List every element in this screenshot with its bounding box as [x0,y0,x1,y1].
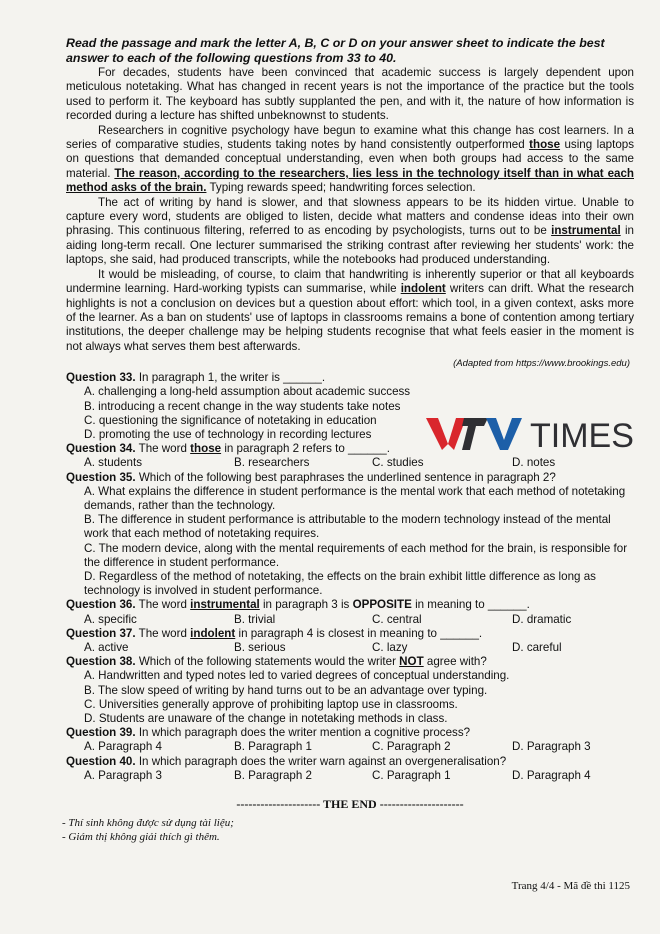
q37-options [66,641,634,655]
q38-option-d[interactable]: D. Students are unaware of the change in notetaking methods in class. [84,712,448,725]
q36-keyword: instrumental [190,598,260,612]
q36-keyword-opposite: OPPOSITE [352,598,412,612]
q39-label: Question 39. [66,726,136,740]
q34-option-b[interactable]: B. researchers [234,456,310,470]
source-citation: (Adapted from https://www.brookings.edu) [453,358,630,370]
q40-option-b[interactable]: B. Paragraph 2 [234,768,312,782]
q33-label: Question 33. [66,371,136,385]
q37-option-d[interactable]: D. careful [512,640,562,654]
q39-option-c[interactable]: C. Paragraph 2 [372,740,451,754]
q33-text: In paragraph 1, the writer is ______. [138,371,326,385]
q39-option-b[interactable]: B. Paragraph 1 [234,740,312,754]
q40-option-c[interactable]: C. Paragraph 1 [372,768,451,782]
q34-option-c[interactable]: C. studies [372,456,424,470]
q34-label: Question 34. [66,442,136,456]
keyword-those: those [529,138,561,152]
q38-text-a: Which of the following statements would the writer [138,655,400,669]
paragraph-4 [66,268,634,354]
paragraph-3 [66,196,634,268]
p2-text-c: Typing rewards speed; handwriting forces selection. [206,181,476,195]
q40-option-a[interactable]: A. Paragraph 3 [84,768,162,782]
q38-option-b[interactable]: B. The slow speed of writing by hand turns out to be an advantage over typing. [84,683,488,697]
question-35 [66,471,634,599]
p2-text-a: Researchers in cognitive psychology have begun to examine what this change has cost learners. In a series of comparative studies, students taking notes by hand consistently outperformed [66,123,634,152]
paragraph-1-text: For decades, students have been convinced that academic success is largely dependent upon meticulous notetaking. What has changed in recent years is not the importance of the practice but the tools used to perform it. The keyboard has subtly supplanted the pen, and with it, the nature of how information is recorded during a lecture has shifted unbeknownst to students. [66,66,634,123]
q37-label: Question 37. [66,626,136,640]
q35-option-a[interactable]: A. What explains the difference in student performance is the mental work that each method of notetaking demands, rather than the technology. [84,484,626,512]
q36-options [66,613,634,627]
q35-option-d[interactable]: D. Regardless of the method of notetaking, the effects on the brain exhibit little difference as long as technology is involved in student performance. [84,569,596,598]
the-end: --------------------- THE END --------------------- [236,797,464,812]
question-36 [66,598,634,626]
q37-keyword: indolent [190,626,236,640]
q36-label: Question 36. [66,598,136,612]
q39-option-d[interactable]: D. Paragraph 3 [512,740,591,754]
q35-option-b[interactable]: B. The difference in student performance is attributable to the modern technology instead of the mental work that each method of notetaking requires. [84,513,611,541]
q34-text-a: The word [138,442,191,456]
q35-label: Question 35. [66,470,136,484]
page-footer: Trang 4/4 - Mã đề thi 1125 [511,880,630,892]
note-2: - Giám thị không giải thích gì thêm. [62,831,220,844]
vtv-logo-icon [426,414,634,455]
q40-option-d[interactable]: D. Paragraph 4 [512,768,591,782]
p3-text-a: The act of writing by hand is slower, and that slowness appears to be its hidden virtue. Unable to capture every word, students are obliged to listen, decide what matters and condense ideas into their own phrasing. This continuous filtering, referred to as encoding by psychologists, turns out to be [66,195,634,238]
q38-keyword: NOT [399,655,424,669]
logo-text: TIMES [530,417,634,455]
question-39 [66,726,634,754]
q36-option-a[interactable]: A. specific [84,612,137,626]
instruction: Read the passage and mark the letter A, B, C or D on your answer sheet to indicate the best answer to each of the following questions from 33 to 40. [66,36,605,65]
keyword-instrumental: instrumental [551,224,621,238]
q34-keyword: those [190,442,222,456]
q40-options [66,769,634,783]
q37-text-a: The word [138,626,191,640]
vtv-times-logo [426,414,634,455]
exam-notes [62,816,634,844]
q36-option-d[interactable]: D. dramatic [512,612,572,626]
q33-option-d[interactable]: D. promoting the use of technology in recording lectures [84,427,372,441]
p4-text-a: It would be misleading, of course, to claim that handwriting is inherently superior or that all keyboards undermine learning. Hard-working typists can summarise, while [66,267,634,296]
q33-option-b[interactable]: B. introducing a recent change in the way students take notes [84,399,401,413]
question-40 [66,755,634,783]
q37-text-b: in paragraph 4 is closest in meaning to ______. [235,626,483,640]
paragraph-1 [66,66,634,124]
q34-options [66,456,634,470]
underlined-sentence: The reason, according to the researchers, lies less in the technology itself than in what each method asks of the brain. [66,166,634,195]
q36-option-b[interactable]: B. trivial [234,612,276,626]
p3-text-b: in aiding long-term recall. One lecturer summarised the striking contrast after reviewing her students' work: the laptops, she said, had produced transcripts, while the notebooks had produced understanding. [66,224,634,267]
q36-text-c: in meaning to ______. [411,598,530,612]
q36-option-c[interactable]: C. central [372,612,422,626]
q39-option-a[interactable]: A. Paragraph 4 [84,740,162,754]
q37-option-c[interactable]: C. lazy [372,640,408,654]
q33-option-c[interactable]: C. questioning the significance of notetaking in education [84,413,377,427]
q38-label: Question 38. [66,655,136,669]
q33-option-a[interactable]: A. challenging a long-held assumption about academic success [84,385,411,399]
q40-text: In which paragraph does the writer warn against an overgeneralisation? [138,754,507,768]
q37-option-a[interactable]: A. active [84,640,129,654]
q35-option-c[interactable]: C. The modern device, along with the mental requirements of each method for the brain, is responsible for the difference in student performance. [84,541,628,569]
q35-text: Which of the following best paraphrases the underlined sentence in paragraph 2? [138,470,556,484]
q34-text-b: in paragraph 2 refers to ______. [221,442,390,456]
q34-option-a[interactable]: A. students [84,456,143,470]
q38-option-a[interactable]: A. Handwritten and typed notes led to varied degrees of conceptual understanding. [84,669,510,683]
note-1: - Thí sinh không được sử dụng tài liệu; [62,817,234,830]
q36-text-a: The word [138,598,191,612]
q36-text-b: in paragraph 3 is [259,598,353,612]
q38-text-b: agree with? [423,655,487,669]
p2-text-b: using laptops on questions that demanded conceptual understanding, even when both groups had access to the same material. [66,138,635,180]
q40-label: Question 40. [66,754,136,768]
q39-text: In which paragraph does the writer mention a cognitive process? [138,726,471,740]
q38-option-c[interactable]: C. Universities generally approve of prohibiting laptop use in classrooms. [84,697,458,711]
q34-option-d[interactable]: D. notes [512,456,556,470]
paragraph-2 [66,124,634,196]
q39-options [66,740,634,754]
p4-text-b: writers can drift. What the research highlights is not a conclusion on devices but a question about effort: which tool, in a given context, asks more of the learner. As a ban on students' use of laptops in classrooms remains a bone of contention among tertiary institutions, the deeper challenge may be helping students recognise that what feels easier in the moment is not always what serves them best afterwards. [66,282,634,353]
q37-option-b[interactable]: B. serious [234,640,286,654]
keyword-indolent: indolent [400,282,446,296]
question-37 [66,627,634,655]
question-38 [66,655,634,726]
